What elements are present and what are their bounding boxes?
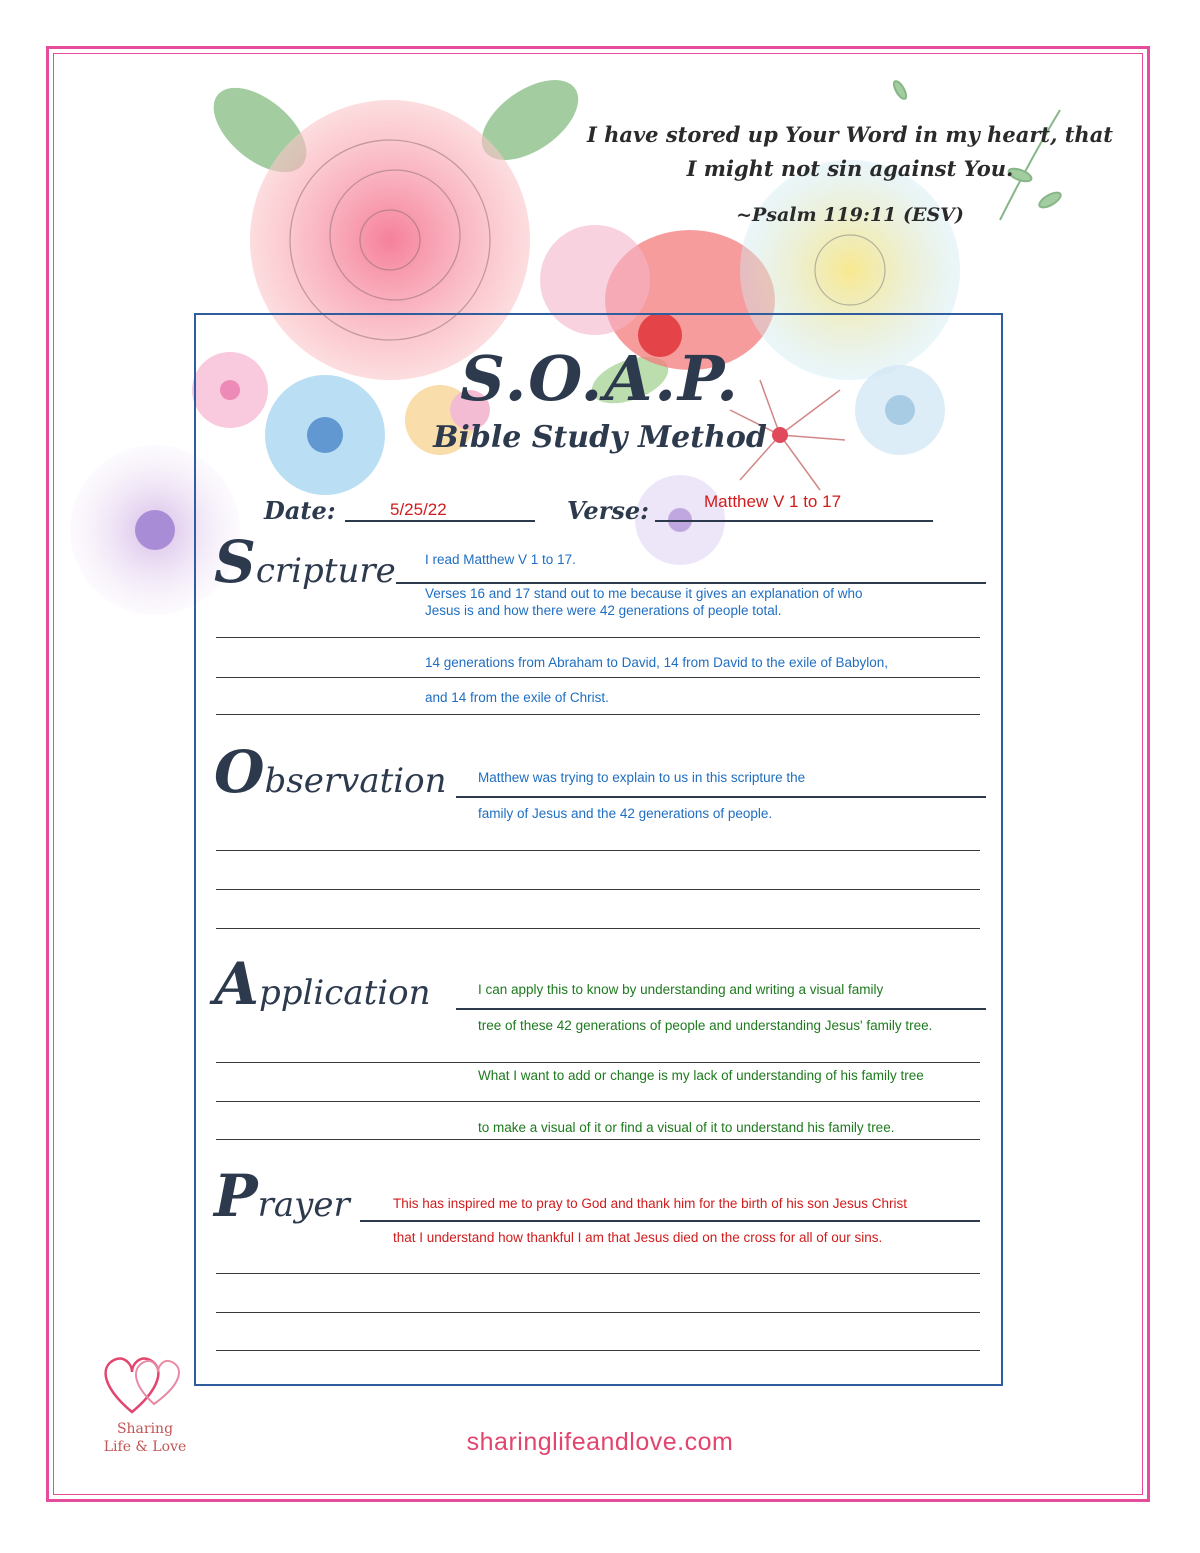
prayer-underline <box>360 1220 980 1222</box>
quote-line-2: I might not sin against You. <box>686 156 1014 181</box>
observation-rest: bservation <box>264 761 447 801</box>
application-entry[interactable]: I can apply this to know by understanding and writing a visual family <box>478 982 884 997</box>
scripture-initial: S <box>214 528 256 596</box>
application-entry[interactable]: to make a visual of it or find a visual of it to understand his family tree. <box>478 1120 895 1135</box>
quote-line-1: I have stored up Your Word in my heart, that <box>586 122 1114 147</box>
website-link[interactable]: sharinglifeandlove.com <box>466 1428 734 1456</box>
ruled-line <box>216 1350 980 1351</box>
observation-heading <box>214 738 447 806</box>
ruled-line <box>216 889 980 890</box>
prayer-initial: P <box>214 1162 258 1230</box>
hearts-logo-icon <box>92 1342 202 1422</box>
date-value[interactable]: 5/25/22 <box>390 500 447 519</box>
ruled-line <box>216 714 980 715</box>
brand-line-2: Life & Love <box>103 1439 187 1455</box>
verse-value[interactable]: Matthew V 1 to 17 <box>704 492 842 511</box>
ruled-line <box>216 1312 980 1313</box>
scripture-heading <box>214 528 396 596</box>
ruled-line <box>216 1101 980 1102</box>
application-entry[interactable]: What I want to add or change is my lack of understanding of his family tree <box>478 1068 924 1083</box>
scripture-entry[interactable]: and 14 from the exile of Christ. <box>425 690 609 705</box>
ruled-line <box>216 637 980 638</box>
scripture-entry[interactable]: I read Matthew V 1 to 17. <box>425 552 576 567</box>
verse-label: Verse: <box>567 496 649 525</box>
observation-underline <box>456 796 986 798</box>
application-initial: A <box>214 950 260 1018</box>
ruled-line <box>216 850 980 851</box>
observation-entry[interactable]: family of Jesus and the 42 generations of people. <box>478 806 773 821</box>
page-title: S.O.A.P. <box>460 342 740 415</box>
application-rest: pplication <box>259 973 431 1013</box>
application-entry[interactable]: tree of these 42 generations of people and understanding Jesus' family tree. <box>478 1018 933 1033</box>
scripture-underline <box>396 582 986 584</box>
verse-underline <box>655 520 933 522</box>
prayer-rest: rayer <box>257 1185 350 1225</box>
observation-initial: O <box>214 738 265 806</box>
date-label: Date: <box>264 496 336 525</box>
prayer-heading <box>214 1162 350 1230</box>
ruled-line <box>216 1062 980 1063</box>
scripture-rest: cripture <box>255 551 396 591</box>
ruled-line <box>216 1273 980 1274</box>
ruled-line <box>216 928 980 929</box>
quote-reference: ~Psalm 119:11 (ESV) <box>736 204 964 226</box>
ruled-line <box>216 677 980 678</box>
ruled-line <box>216 1139 980 1140</box>
scripture-quote <box>560 118 1140 232</box>
application-heading <box>214 950 431 1018</box>
prayer-entry[interactable]: This has inspired me to pray to God and thank him for the birth of his son Jesus Christ <box>393 1196 907 1211</box>
scripture-entry[interactable]: 14 generations from Abraham to David, 14 from David to the exile of Babylon, <box>425 655 889 670</box>
scripture-entry[interactable]: Jesus is and how there were 42 generations of people total. <box>425 603 782 618</box>
prayer-entry[interactable]: that I understand how thankful I am that Jesus died on the cross for all of our sins. <box>393 1230 883 1245</box>
date-underline <box>345 520 535 522</box>
page-subtitle: Bible Study Method <box>433 420 767 455</box>
observation-entry[interactable]: Matthew was trying to explain to us in this scripture the <box>478 770 806 785</box>
scripture-entry[interactable]: Verses 16 and 17 stand out to me because it gives an explanation of who <box>425 586 863 601</box>
brand-line-1: Sharing <box>116 1421 174 1437</box>
application-underline <box>456 1008 986 1010</box>
brand-name <box>80 1420 210 1456</box>
